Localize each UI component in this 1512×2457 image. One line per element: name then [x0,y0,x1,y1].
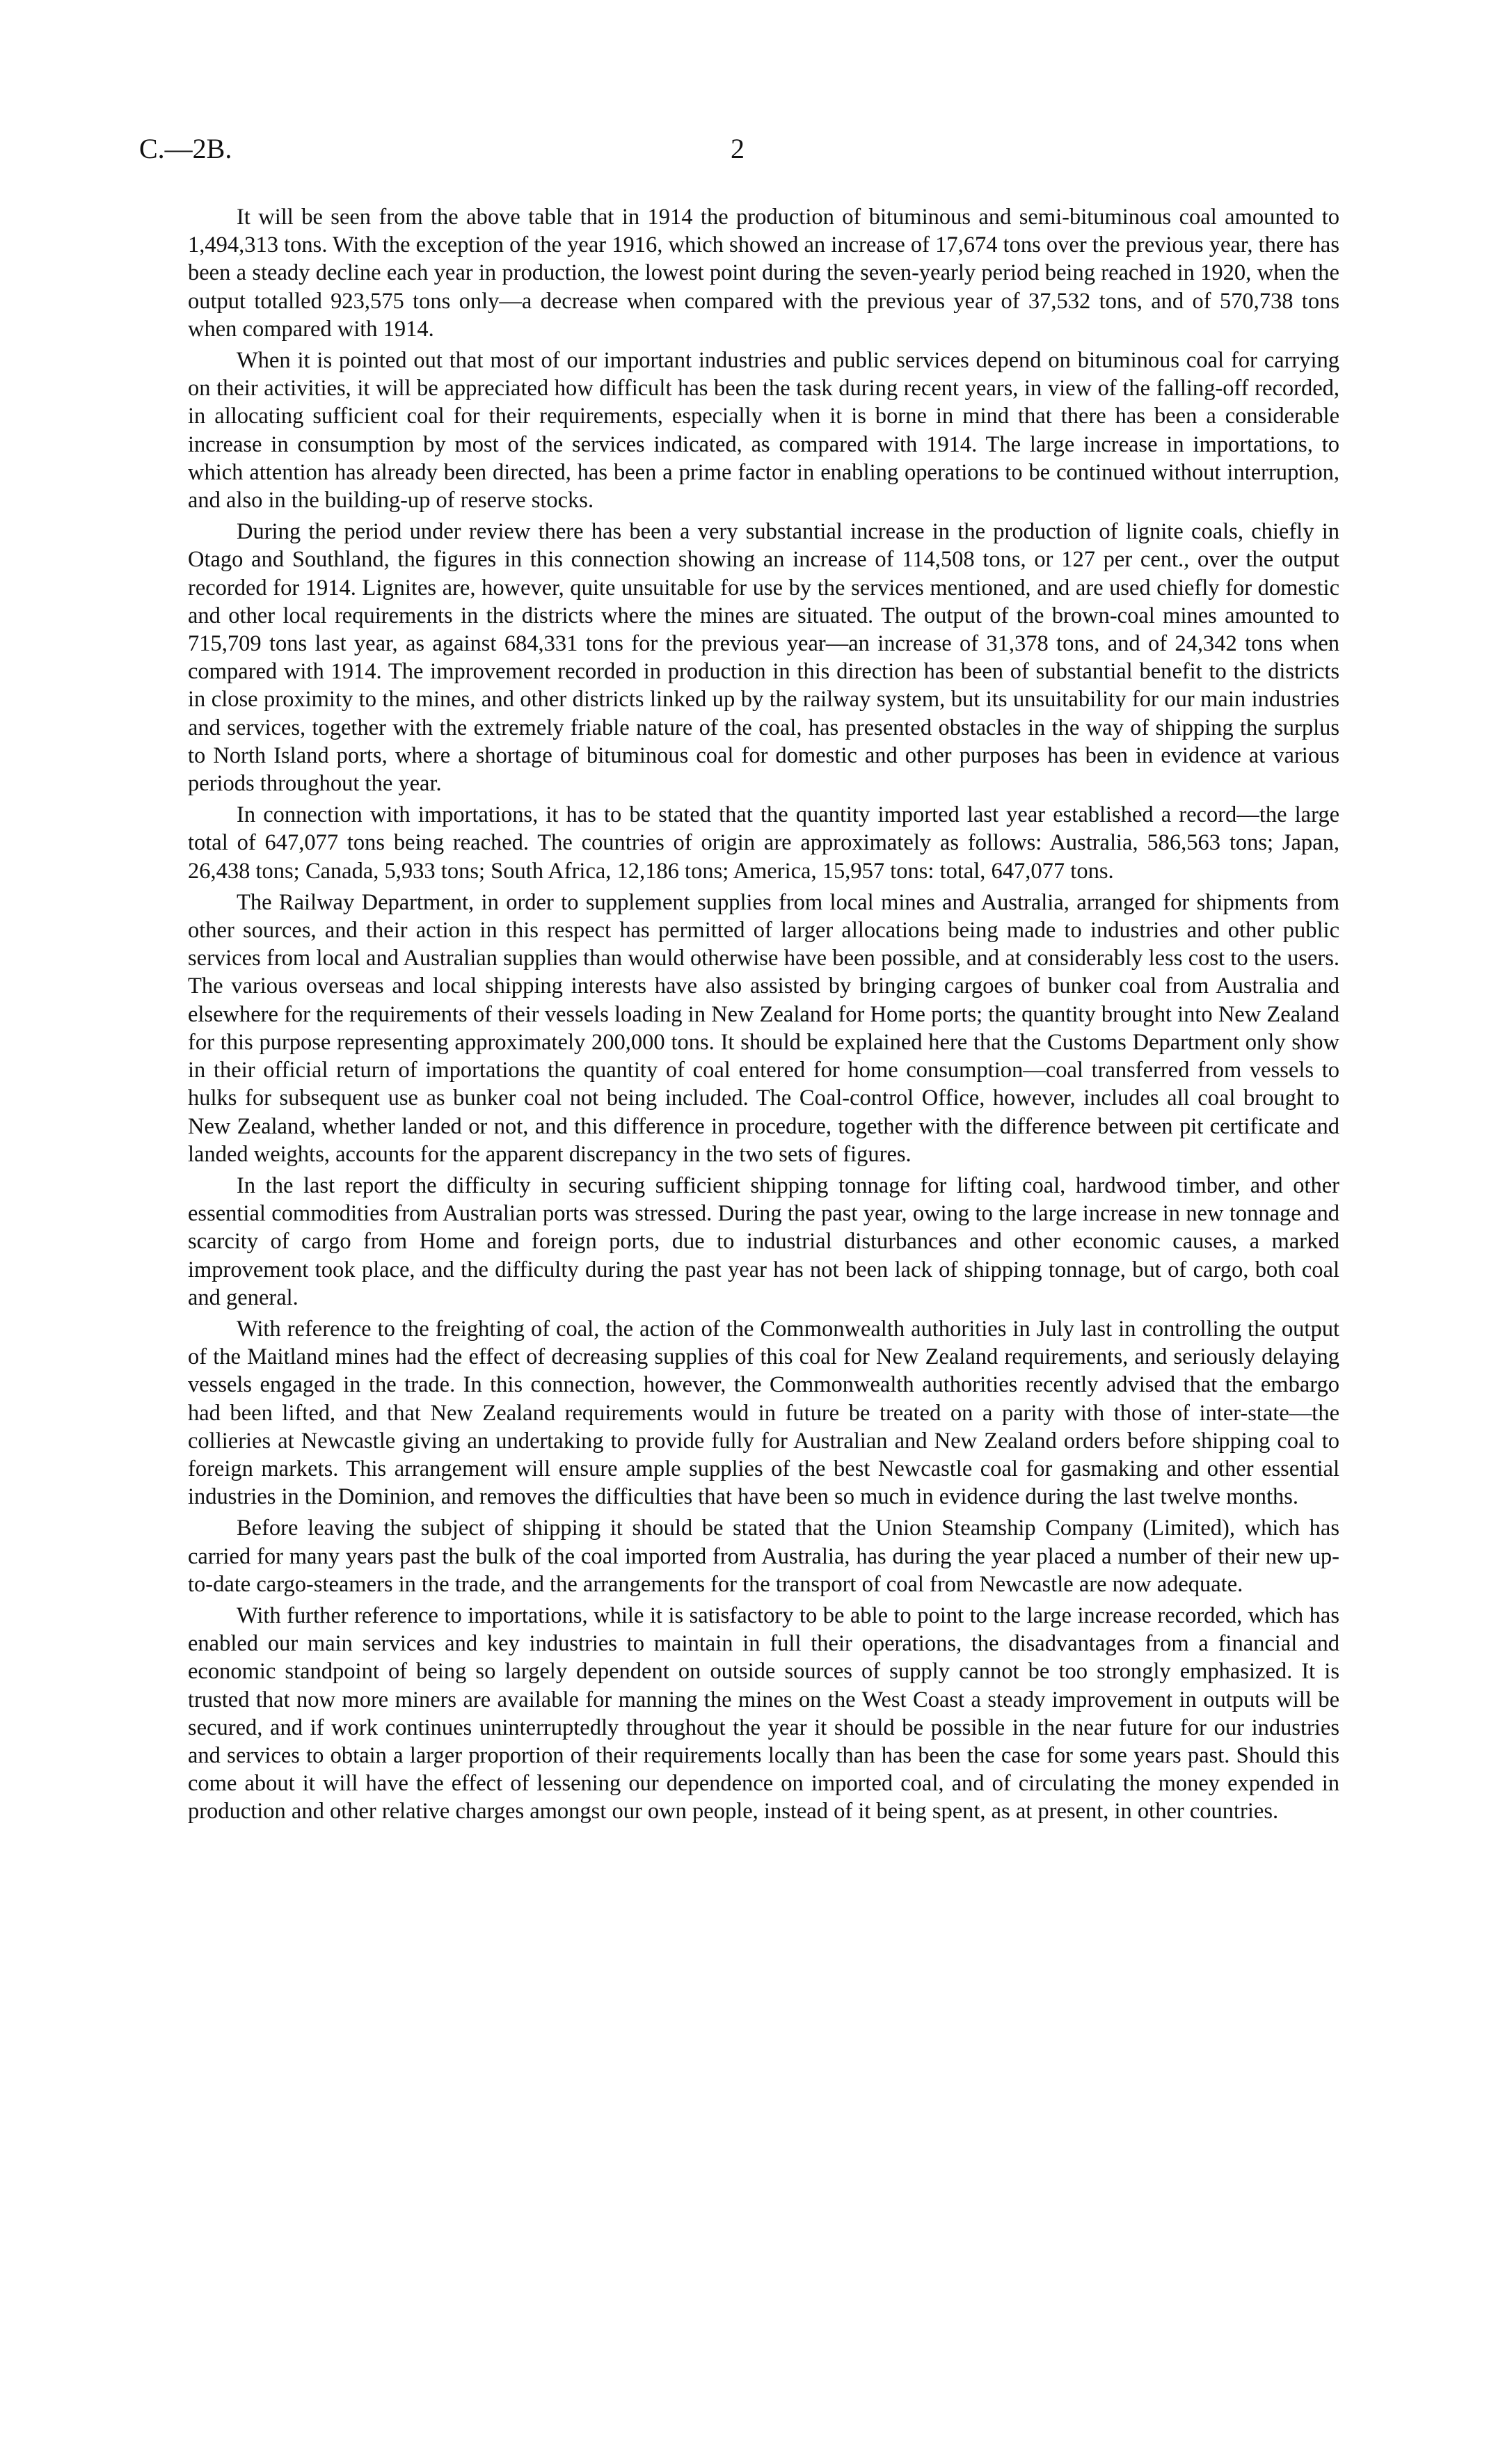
paragraph-railway-department: The Railway Department, in order to supplement supplies from local mines and Australia, arranged for shipments from other sources, and their action in this respect has permitted of larger allocations being made to industries and other public services from local and Australian supplies than would otherwise have been possible, and at considerably less cost to the users. The various overseas and local shipping interests have also assisted by bringing cargoes of bunker coal from Australia and elsewhere for the requirements of their vessels loading in New Zealand for Home ports; the quantity brought into New Zealand for this purpose representing approximately 200,000 tons. It should be explained here that the Customs Department only show in their official return of importations the quantity of coal entered for home consumption—coal transferred from vessels to hulks for subsequent use as bunker coal not being included. The Coal-control Office, however, includes all coal brought to New Zealand, whether landed or not, and this difference in procedure, together with the difference between pit certificate and landed weights, accounts for the apparent discrepancy in the two sets of figures. [188,889,1339,1167]
paragraph-lignite-production: During the period under review there has been a very substantial increase in the production of lignite coals, chiefly in Otago and Southland, the figures in this connection showing an increase of 114,508 tons, or 127 per cent., over the output recorded for 1914. Lignites are, however, quite unsuitable for use by the services mentioned, and are used chiefly for domestic and other local requirements in the districts where the mines are situated. The output of the brown-coal mines amounted to 715,709 tons last year, as against 684,331 tons for the previous year—an increase of 31,378 tons, and of 24,342 tons when compared with 1914. The improvement recorded in production in this direction has been of substantial benefit to the districts in close proximity to the mines, and other districts linked up by the railway system, but its unsuitability for our main industries and services, together with the extremely friable nature of the coal, has presented obstacles in the way of shipping the surplus to North Island ports, where a shortage of bituminous coal for domestic and other purposes has been in evidence at various periods throughout the year. [188,519,1339,797]
document-body [188,203,1339,1829]
paragraph-shipping-tonnage: In the last report the difficulty in securing sufficient shipping tonnage for lifting coal, hardwood timber, and other essential commodities from Australian ports was stressed. During the past year, owing to the large increase in new tonnage and scarcity of cargo from Home and foreign ports, due to industrial disturbances and other economic causes, a marked improvement took place, and the difficulty during the past year has not been lack of shipping tonnage, but of cargo, both coal and general. [188,1172,1339,1310]
paragraph-importations: In connection with importations, it has to be stated that the quantity imported last year established a record—the large total of 647,077 tons being reached. The countries of origin are approximately as follows: Australia, 586,563 tons; Japan, 26,438 tons; Canada, 5,933 tons; South Africa, 12,186 tons; America, 15,957 tons: total, 647,077 tons. [188,802,1339,884]
page-number: 2 [731,133,745,164]
paragraph-freighting: With reference to the freighting of coal, the action of the Commonwealth authorities in July last in controlling the output of the Maitland mines had the effect of decreasing supplies of this coal for New Zealand requirements, and seriously delaying vessels engaged in the trade. In this connection, however, the Commonwealth authorities recently advised that the embargo had been lifted, and that New Zealand requirements would in future be treated on a parity with those of inter-state—the collieries at Newcastle giving an undertaking to provide fully for Australian and New Zealand orders before shipping coal to foreign markets. This arrangement will ensure ample supplies of the best Newcastle coal for gasmaking and other essential industries in the Dominion, and removes the difficulties that have been so much in evidence during the last twelve months. [188,1316,1339,1510]
paragraph-union-steamship: Before leaving the subject of shipping it should be stated that the Union Steamship Company (Limited), which has carried for many years past the bulk of the coal imported from Australia, has during the year placed a number of their new up-to-date cargo-steamers in the trade, and the arrangements for the transport of coal from Newcastle are now adequate. [188,1516,1339,1597]
page-header [139,132,1339,167]
paragraph-bituminous-production: It will be seen from the above table that in 1914 the production of bituminous and semi-bituminous coal amounted to 1,494,313 tons. With the exception of the year 1916, which showed an increase of 17,674 tons over the previous year, there has been a steady decline each year in production, the lowest point during the seven-yearly period being reached in 1920, when the output totalled 923,575 tons only—a decrease when compared with the previous year of 37,532 tons, and of 570,738 tons when compared with 1914. [188,205,1339,342]
document-code: C.—2B. [139,133,232,164]
paragraph-industries-dependence: When it is pointed out that most of our important industries and public services depend on bituminous coal for carrying on their activities, it will be appreciated how difficult has been the task during recent years, in view of the falling-off recorded, in allocating sufficient coal for their requirements, especially when it is borne in mind that there has been a considerable increase in consumption by most of the services indicated, as compared with 1914. The large increase in importations, to which attention has already been directed, has been a prime factor in enabling operations to be continued without interruption, and also in the building-up of reserve stocks. [188,348,1339,514]
paragraph-further-importations: With further reference to importations, while it is satisfactory to be able to point to the large increase recorded, which has enabled our main services and key industries to maintain in full their operations, the disadvantages from a financial and economic standpoint of being so largely dependent on outside sources of supply cannot be too strongly emphasized. It is trusted that now more miners are available for manning the mines on the West Coast a steady improvement in outputs will be secured, and if work continues uninterruptedly throughout the year it should be possible in the near future for our industries and services to obtain a larger proportion of their requirements locally than has been the case for some years past. Should this come about it will have the effect of lessening our dependence on imported coal, and of circulating the money expended in production and other relative charges amongst our own people, instead of it being spent, as at present, in other countries. [188,1603,1339,1824]
